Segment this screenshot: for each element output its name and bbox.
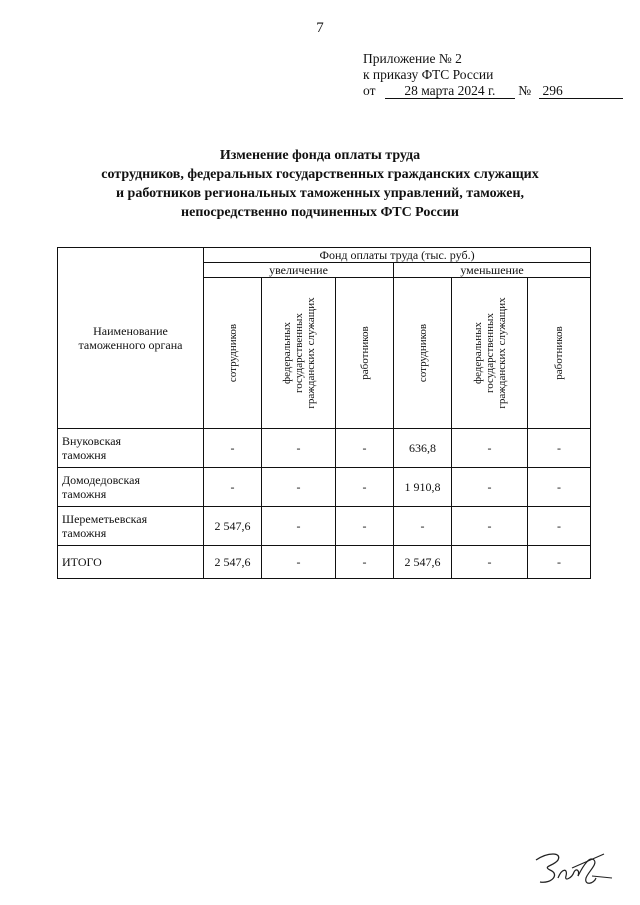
subheader-cell bbox=[394, 278, 452, 429]
value-cell: - bbox=[336, 468, 394, 507]
value-cell: - bbox=[204, 429, 262, 468]
value-cell: - bbox=[528, 507, 591, 546]
subheader-cell bbox=[452, 278, 528, 429]
value-cell: - bbox=[452, 429, 528, 468]
table-row bbox=[58, 468, 591, 507]
customs-office-name: Домодедовская таможня bbox=[58, 468, 204, 507]
appendix-block bbox=[363, 51, 623, 99]
appendix-date-line bbox=[363, 83, 623, 99]
value-cell: - bbox=[262, 429, 336, 468]
value-cell: - bbox=[528, 429, 591, 468]
value-cell: - bbox=[204, 468, 262, 507]
subheader-cell bbox=[262, 278, 336, 429]
appendix-title: Приложение № 2 bbox=[363, 51, 462, 66]
table-row bbox=[58, 507, 591, 546]
table-row bbox=[58, 546, 591, 579]
value-cell: - bbox=[528, 468, 591, 507]
value-cell: 2 547,6 bbox=[394, 546, 452, 579]
signature-icon bbox=[528, 838, 618, 898]
subheader-text: сотрудников bbox=[416, 323, 429, 383]
value-cell: 2 547,6 bbox=[204, 507, 262, 546]
name-column-header bbox=[58, 248, 204, 429]
value-cell: - bbox=[452, 546, 528, 579]
order-number: 296 bbox=[539, 84, 623, 99]
document-title bbox=[0, 146, 640, 222]
subheader-cell bbox=[204, 278, 262, 429]
title-line: непосредственно подчиненных ФТС России bbox=[181, 205, 459, 220]
decrease-header: уменьшение bbox=[394, 263, 591, 278]
value-cell: 2 547,6 bbox=[204, 546, 262, 579]
appendix-order-ref: к приказу ФТС России bbox=[363, 67, 494, 82]
subheader-text: федеральных государственных гражданских служащих bbox=[280, 297, 317, 409]
value-cell: 636,8 bbox=[394, 429, 452, 468]
value-cell: - bbox=[262, 546, 336, 579]
order-date: 28 марта 2024 г. bbox=[385, 84, 515, 99]
value-cell: - bbox=[262, 507, 336, 546]
page-number: 7 bbox=[316, 20, 324, 36]
increase-header: увеличение bbox=[204, 263, 394, 278]
number-label: № bbox=[518, 83, 532, 98]
customs-office-name: ИТОГО bbox=[58, 546, 204, 579]
value-cell: - bbox=[336, 507, 394, 546]
from-label: от bbox=[363, 83, 376, 98]
fund-header: Фонд оплаты труда (тыс. руб.) bbox=[204, 248, 591, 263]
subheader-cell bbox=[528, 278, 591, 429]
name-column-header-text: Наименование таможенного органа bbox=[78, 324, 183, 352]
value-cell: - bbox=[336, 429, 394, 468]
value-cell: - bbox=[336, 546, 394, 579]
value-cell: - bbox=[394, 507, 452, 546]
subheader-cell bbox=[336, 278, 394, 429]
value-cell: 1 910,8 bbox=[394, 468, 452, 507]
title-line: Изменение фонда оплаты труда bbox=[219, 148, 421, 163]
value-cell: - bbox=[452, 468, 528, 507]
subheader-text: сотрудников bbox=[226, 323, 239, 383]
customs-office-name: Внуковская таможня bbox=[58, 429, 204, 468]
value-cell: - bbox=[262, 468, 336, 507]
title-line: сотрудников, федеральных государственных гражданских служащих bbox=[101, 167, 539, 182]
subheader-text: работников bbox=[358, 326, 371, 380]
payroll-fund-table bbox=[57, 247, 591, 579]
subheader-text: федеральных государственных гражданских служащих bbox=[471, 297, 508, 409]
value-cell: - bbox=[528, 546, 591, 579]
title-line: и работников региональных таможенных управлений, таможен, bbox=[115, 186, 525, 201]
table-row bbox=[58, 429, 591, 468]
subheader-text: работников bbox=[553, 326, 566, 380]
customs-office-name: Шереметьевская таможня bbox=[58, 507, 204, 546]
value-cell: - bbox=[452, 507, 528, 546]
